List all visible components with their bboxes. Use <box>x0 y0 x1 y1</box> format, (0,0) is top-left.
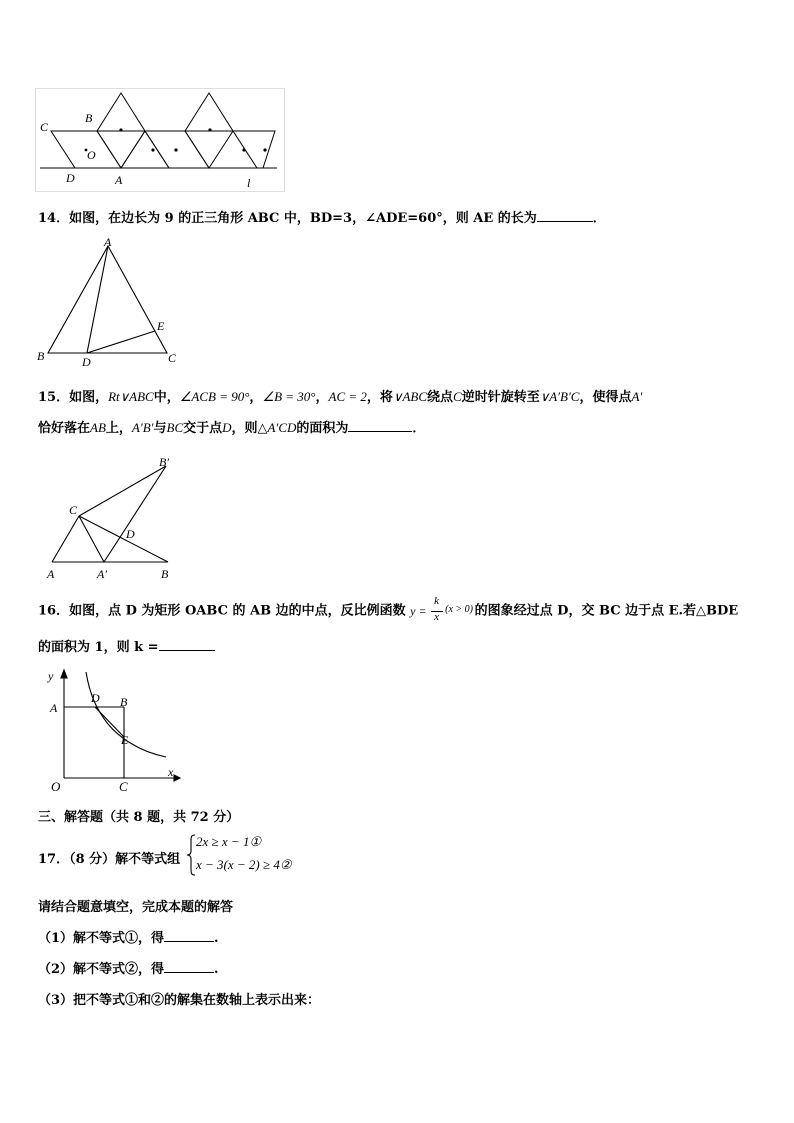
q16-label-d: D <box>91 691 100 705</box>
q14-figure <box>34 236 184 368</box>
section-3-title: 三、解答题（共 8 题，共 72 分） <box>38 810 240 825</box>
q17-inequality-2: x − 3(x − 2) ≥ 4② <box>196 857 292 872</box>
q15-line2: 恰好落在AB上，A′B′与BC交于点D，则△A′CD的面积为 ． <box>38 420 426 436</box>
q15-label-bprime: B′ <box>159 455 169 469</box>
q14-label-a: A <box>104 236 112 249</box>
q16-label-c: C <box>119 779 128 794</box>
q17-step-2: （2）解不等式②，得 . <box>38 962 219 977</box>
q16-figure <box>42 666 182 796</box>
q17-instruction: 请结合题意填空，完成本题的解答 <box>38 900 234 915</box>
q16-label-e: E <box>121 733 129 747</box>
q15-figure <box>42 452 192 582</box>
q15-answer-blank[interactable] <box>348 419 412 432</box>
q16-label-b: B <box>120 695 128 709</box>
q14-answer-blank[interactable] <box>537 209 593 222</box>
q13-label-c: C <box>40 120 49 134</box>
q15-label-aprime: A′ <box>97 567 107 581</box>
q14-number: 14． <box>38 211 70 226</box>
q17-inequality-1: 2x ≥ x − 1① <box>196 834 262 849</box>
q16-line2: 的面积为 1，则 k = <box>38 636 215 655</box>
q15-label-c: C <box>69 503 78 517</box>
q14-statement: 如图，在边长为 9 的正三角形 ABC 中，BD=3，∠ADE=60°，则 AE 的长为 <box>69 211 537 226</box>
q15-label-a: A <box>47 567 55 581</box>
q16-function: y = k x (x > 0) <box>410 595 473 623</box>
q16-answer-blank[interactable] <box>159 638 215 651</box>
q15-label-d: D <box>126 527 135 541</box>
q16-label-y: y <box>48 669 54 683</box>
q14-label-b: B <box>37 349 45 363</box>
q16-label-x: x <box>168 765 174 779</box>
q17-step-1: （1）解不等式①，得 . <box>38 931 219 946</box>
q15-line1: 15．如图，Rt∨ABC中，∠ACB = 90°，∠B = 30°，AC = 2，将∨ABC绕点C逆时针旋转至∨A′B′C，使得点A′ <box>38 389 643 405</box>
q16-label-a: A <box>50 701 58 715</box>
q13-label-d: D <box>66 171 75 185</box>
q17-prefix: 17．（8 分）解不等式组 <box>38 852 181 867</box>
q14-text: 14．如图，在边长为 9 的正三角形 ABC 中，BD=3，∠ADE=60°，则 AE 的长为 ． <box>38 211 606 226</box>
q13-label-b: B <box>85 111 93 125</box>
q17-step-3: （3）把不等式①和②的解集在数轴上表示出来： <box>38 993 321 1008</box>
q13-figure <box>35 88 285 192</box>
q13-label-l: l <box>247 176 251 190</box>
q14-label-d: D <box>82 355 91 368</box>
q16-line1: 16．如图，点 D 为矩形 OABC 的 AB 边的中点，反比例函数 y = k x (x > 0) 的图象经过点 D，交 BC 边于点 E.若△BDE <box>38 595 739 623</box>
q14-label-c: C <box>168 351 177 365</box>
q13-label-a: A <box>115 173 123 187</box>
q13-label-o: O <box>87 148 96 162</box>
q14-label-e: E <box>157 319 165 333</box>
q16-label-o: O <box>51 779 61 794</box>
q17-step2-blank[interactable] <box>164 960 214 973</box>
q17-brace <box>186 834 196 876</box>
q15-label-b: B <box>161 567 169 581</box>
q17-step1-blank[interactable] <box>164 929 214 942</box>
